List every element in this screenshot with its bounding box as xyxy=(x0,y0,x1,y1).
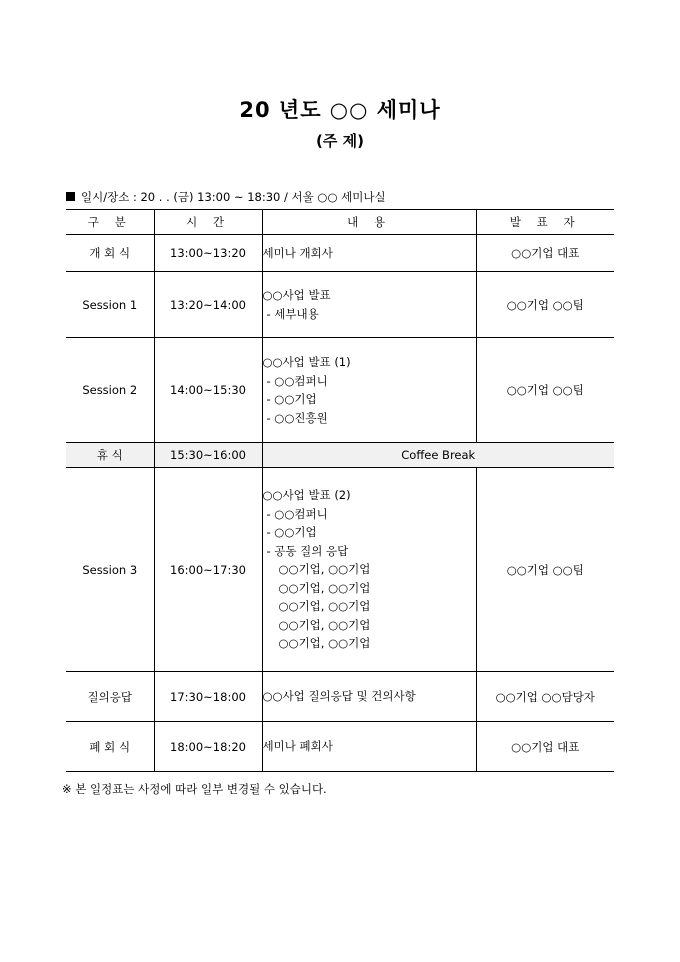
content-line: ○○기업, ○○기업 xyxy=(278,580,371,595)
row-category: 질의응답 xyxy=(66,672,154,722)
event-info-text: 일시/장소 : 20 . . (금) 13:00 ~ 18:30 / 서울 ○○ 세미나실 xyxy=(81,190,386,204)
row-content xyxy=(262,722,476,772)
row-category: Session 2 xyxy=(66,338,154,443)
header-time: 시 간 xyxy=(154,210,262,235)
content-line: - 공동 질의 응답 xyxy=(266,543,349,558)
event-info xyxy=(66,189,386,205)
row-category: 개 회 식 xyxy=(66,235,154,272)
row-category: Session 3 xyxy=(66,468,154,672)
content-line: - ○○진흥원 xyxy=(266,410,328,425)
footnote: ※ 본 일정표는 사정에 따라 일부 변경될 수 있습니다. xyxy=(62,782,327,796)
page-title: 20 년도 ○○ 세미나 xyxy=(239,98,441,122)
content-line: ○○기업, ○○기업 xyxy=(278,562,371,577)
header-category: 구 분 xyxy=(66,210,154,235)
row-content xyxy=(262,468,476,672)
row-time: 17:30~18:00 xyxy=(154,672,262,722)
table-row xyxy=(66,443,614,468)
content-line: ○○사업 발표 (2) xyxy=(262,488,351,503)
row-presenter: ○○기업 ○○팀 xyxy=(476,338,614,443)
coffee-break-cell: Coffee Break xyxy=(262,443,614,468)
row-time: 14:00~15:30 xyxy=(154,338,262,443)
content-line: ○○기업, ○○기업 xyxy=(278,599,371,614)
row-presenter: ○○기업 ○○담당자 xyxy=(476,672,614,722)
content-line: - 세부내용 xyxy=(266,306,319,321)
table-row xyxy=(66,272,614,338)
header-presenter: 발 표 자 xyxy=(476,210,614,235)
row-content xyxy=(262,338,476,443)
header-content: 내 용 xyxy=(262,210,476,235)
schedule-table xyxy=(66,209,614,772)
content-line: - ○○기업 xyxy=(266,525,317,540)
page-subtitle: (주 제) xyxy=(316,132,364,150)
row-content xyxy=(262,272,476,338)
content-line: 세미나 개회사 xyxy=(262,245,333,260)
table-row xyxy=(66,235,614,272)
row-presenter: ○○기업 ○○팀 xyxy=(476,468,614,672)
content-line: ○○기업, ○○기업 xyxy=(278,617,371,632)
row-category: 휴 식 xyxy=(66,443,154,468)
table-row xyxy=(66,672,614,722)
row-time: 13:20~14:00 xyxy=(154,272,262,338)
content-line: - ○○컴퍼니 xyxy=(266,506,328,521)
content-line: - ○○컴퍼니 xyxy=(266,373,328,388)
table-row xyxy=(66,338,614,443)
row-presenter: ○○기업 대표 xyxy=(476,235,614,272)
table-row xyxy=(66,468,614,672)
content-line: ○○사업 발표 xyxy=(262,288,331,302)
row-category: Session 1 xyxy=(66,272,154,338)
square-bullet-icon xyxy=(66,192,75,201)
content-line: - ○○기업 xyxy=(266,392,317,406)
row-presenter: ○○기업 대표 xyxy=(476,722,614,772)
row-time: 13:00~13:20 xyxy=(154,235,262,272)
content-line: ○○사업 질의응답 및 건의사항 xyxy=(262,689,416,704)
content-line: ○○사업 발표 (1) xyxy=(262,355,351,369)
content-line: ○○기업, ○○기업 xyxy=(278,636,371,651)
row-content xyxy=(262,672,476,722)
header-row xyxy=(66,210,614,235)
row-category: 폐 회 식 xyxy=(66,722,154,772)
content-line: 세미나 폐회사 xyxy=(262,739,333,754)
row-time: 16:00~17:30 xyxy=(154,468,262,672)
row-time: 18:00~18:20 xyxy=(154,722,262,772)
row-content xyxy=(262,235,476,272)
table-row xyxy=(66,722,614,772)
row-time: 15:30~16:00 xyxy=(154,443,262,468)
row-presenter: ○○기업 ○○팀 xyxy=(476,272,614,338)
